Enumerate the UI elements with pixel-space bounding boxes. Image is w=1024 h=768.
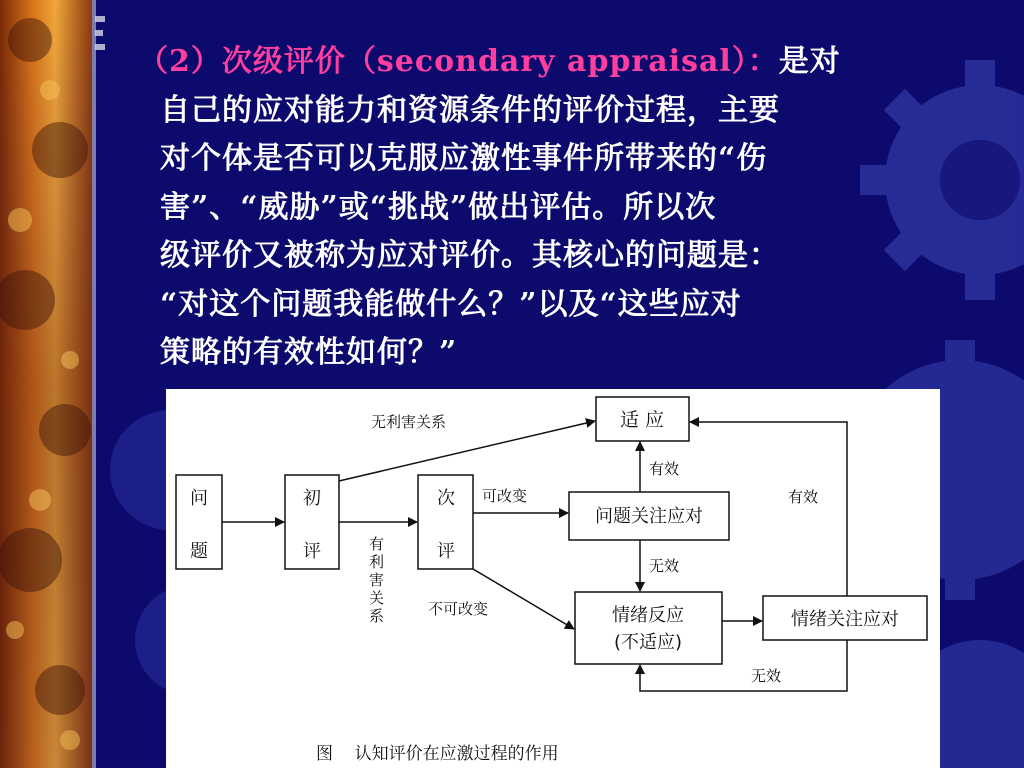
label-interest: 系 [369, 607, 385, 625]
arrow-secondary-to-emotion [473, 569, 574, 629]
label-ineffective: 无效 [751, 667, 782, 685]
label-changeable: 可改变 [482, 487, 528, 505]
paragraph-line: 是对 [778, 44, 841, 79]
box-emotion-coping-text: 情绪关注应对 [791, 609, 899, 630]
box-emotion-text: (不适应) [613, 632, 683, 653]
label-effective: 有效 [649, 460, 680, 478]
label-interest: 有 [369, 535, 385, 553]
label-interest: 利 [369, 553, 385, 571]
figure-caption: 图 认知评价在应激过程的作用 [316, 744, 559, 764]
slide-paragraph [138, 38, 988, 378]
label-no-interest: 无利害关系 [371, 413, 447, 431]
paragraph-line: 对个体是否可以克服应激性事件所带来的“伤 [160, 141, 768, 176]
paragraph-line: 策略的有效性如何？” [160, 335, 458, 370]
paragraph-line: 害”、“威胁”或“挑战”做出评估。所以次 [160, 189, 717, 225]
box-primary-text: 评 [303, 541, 321, 562]
appraisal-diagram [166, 389, 940, 768]
label-interest: 害 [369, 571, 385, 589]
arrow-emotion-coping-to-adapt [690, 422, 847, 596]
paragraph-line: “对这个问题我能做什么？”以及“这些应对 [160, 286, 742, 322]
label-effective: 有效 [788, 488, 819, 506]
box-secondary-text: 评 [437, 541, 455, 562]
box-emotion-text: 情绪反应 [612, 605, 684, 626]
paragraph-line: 自己的应对能力和资源条件的评价过程，主要 [160, 92, 780, 128]
label-unchangeable: 不可改变 [428, 600, 489, 618]
box-emotion-reaction [575, 592, 722, 664]
box-secondary-text: 次 [437, 488, 455, 509]
box-problem-text: 题 [190, 541, 208, 562]
label-ineffective: 无效 [649, 557, 680, 575]
heading-lead: （2）次级评价（secondary appraisal）： [138, 44, 779, 79]
box-adapt-text: 适 应 [619, 409, 665, 431]
box-problem-text: 问 [190, 488, 208, 509]
box-primary-text: 初 [303, 488, 321, 509]
paragraph-line: 级评价又被称为应对评价。其核心的问题是： [160, 238, 780, 273]
box-problem-coping-text: 问题关注应对 [595, 506, 703, 527]
label-interest: 关 [369, 589, 385, 607]
